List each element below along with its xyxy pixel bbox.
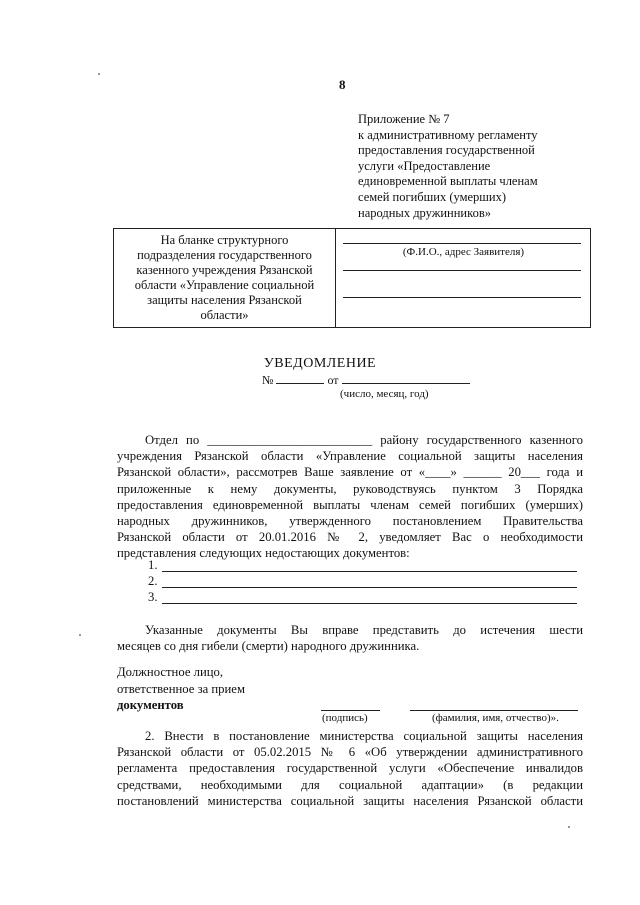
text-line: постановлений министерства социальной защиты населения Рязанской области	[117, 793, 583, 808]
list-item: 3.	[148, 590, 158, 604]
text-line: Указанные документы Вы вправе представить до истечения шести	[145, 623, 583, 637]
list-item: 2.	[148, 574, 158, 588]
appendix-line: народных дружинников»	[358, 205, 491, 220]
official-line: ответственное за прием	[117, 681, 245, 696]
notice-number-line	[262, 372, 470, 388]
letterhead-line: области «Управление социальной	[134, 278, 315, 292]
appendix-line: услуги «Предоставление	[358, 158, 491, 173]
date-hint: (число, месяц, год)	[340, 388, 429, 400]
text-line: регламента предоставления государственной услуги «Обеспечение инвалидов	[117, 761, 583, 776]
scan-speck	[79, 634, 81, 636]
text-line: средствами, необходимыми для социальной адаптации» (в редакции	[117, 777, 583, 792]
letterhead-line: защиты населения Рязанской	[147, 293, 302, 307]
list-item: 1.	[148, 558, 158, 572]
signature-hint: (подпись)	[322, 712, 368, 724]
scan-speck	[98, 73, 100, 75]
appendix-line: предоставления государственной	[358, 143, 535, 158]
continuation-paragraph	[117, 728, 583, 809]
name-hint: (фамилия, имя, отчество)».	[432, 712, 559, 724]
text-line: Рязанской области от 20.01.2016 № 2, уведомляет Вас о необходимости	[117, 530, 583, 545]
letterhead-line: подразделения государственного	[137, 248, 312, 262]
appendix-line: единовременной выплаты членам	[358, 174, 538, 189]
page-number: 8	[339, 77, 346, 92]
applicant-hint: (Ф.И.О., адрес Заявителя)	[402, 246, 525, 258]
number-blank	[276, 372, 324, 384]
scan-speck	[568, 826, 570, 828]
text-line: месяцев со дня гибели (смерти) народного дружинника.	[117, 639, 420, 654]
applicant-name-line	[343, 243, 581, 244]
text-line: приложенные к нему документы, руководствуясь пунктом 3 Порядка	[117, 481, 583, 496]
text-line: народных дружинников, утвержденного постановлением Правительства	[117, 513, 583, 528]
applicant-address-line	[343, 270, 581, 271]
text-line: представления следующих недостающих документов:	[117, 546, 410, 561]
text-line: Рязанской области от 05.02.2015 № 6 «Об утверждении административного	[117, 745, 583, 760]
from-word: от	[327, 373, 339, 387]
date-blank	[342, 372, 470, 384]
letterhead-line: На бланке структурного	[160, 233, 289, 247]
letterhead-cell	[114, 229, 336, 327]
appendix-line: Приложение № 7	[358, 112, 450, 126]
official-line: документов	[117, 698, 184, 712]
appendix-line: к административному регламенту	[358, 127, 538, 142]
header-box	[113, 228, 591, 328]
text-line: 2. Внести в постановление министерства социальной защиты населения	[145, 729, 583, 743]
letterhead-line: области»	[200, 308, 249, 322]
list-line	[162, 603, 577, 604]
paragraph-2	[117, 622, 583, 654]
paragraph-1	[117, 432, 583, 562]
applicant-address-line	[343, 297, 581, 298]
text-line: Рязанской области», рассмотрев Ваше заявление от «____» ______ 20___ года и	[117, 465, 583, 480]
appendix-line: семей погибших (умерших)	[358, 189, 507, 204]
full-name-line	[410, 710, 578, 711]
letterhead-line: казенного учреждения Рязанской	[136, 263, 313, 277]
list-line	[162, 587, 577, 588]
signature-line	[321, 710, 380, 711]
list-line	[162, 571, 577, 572]
text-line: Отдел по __________________________ району государственного казенного	[145, 433, 583, 447]
number-sign: №	[262, 373, 274, 387]
official-line: Должностное лицо,	[117, 665, 224, 679]
text-line: учреждения Рязанской области «Управление социальной защиты населения	[117, 449, 583, 464]
appendix-block	[358, 112, 588, 221]
applicant-cell	[337, 229, 590, 327]
notice-title: УВЕДОМЛЕНИЕ	[263, 356, 377, 371]
text-line: предоставления единовременной выплаты членам семей погибших (умерших)	[117, 497, 583, 512]
signature-block	[117, 664, 245, 714]
